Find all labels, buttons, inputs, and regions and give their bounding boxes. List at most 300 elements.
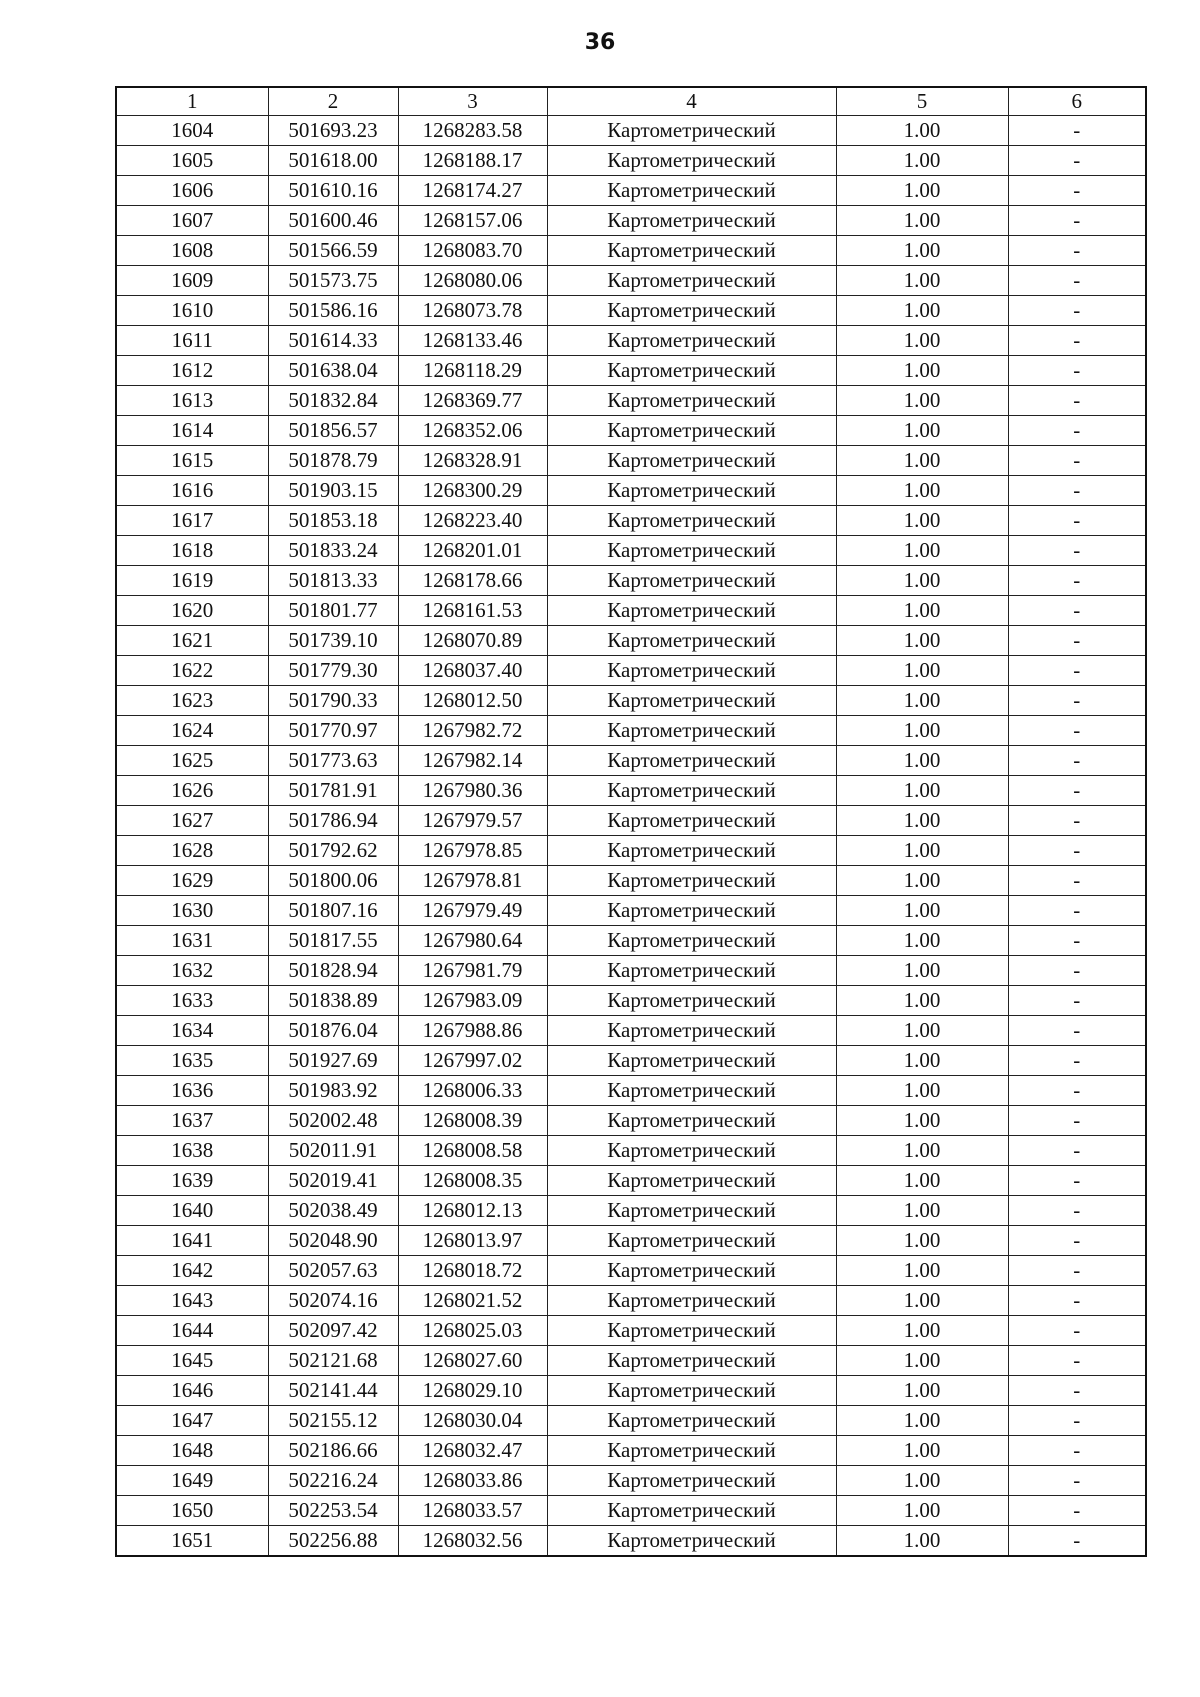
- table-row: [116, 506, 1146, 536]
- x-coordinate-cell: 501878.79: [268, 446, 398, 476]
- point-number-cell: 1632: [116, 956, 268, 986]
- accuracy-cell: 1.00: [836, 1466, 1008, 1496]
- point-number-cell: 1614: [116, 416, 268, 446]
- point-number-cell: 1638: [116, 1136, 268, 1166]
- x-coordinate-cell: 501790.33: [268, 686, 398, 716]
- table-row: [116, 686, 1146, 716]
- method-cell: Картометрический: [547, 1316, 836, 1346]
- table-row: [116, 176, 1146, 206]
- accuracy-cell: 1.00: [836, 656, 1008, 686]
- y-coordinate-cell: 1268033.57: [398, 1496, 547, 1526]
- accuracy-cell: 1.00: [836, 1286, 1008, 1316]
- accuracy-cell: 1.00: [836, 746, 1008, 776]
- x-coordinate-cell: 501638.04: [268, 356, 398, 386]
- y-coordinate-cell: 1268201.01: [398, 536, 547, 566]
- x-coordinate-cell: 502038.49: [268, 1196, 398, 1226]
- x-coordinate-cell: 501770.97: [268, 716, 398, 746]
- method-cell: Картометрический: [547, 896, 836, 926]
- note-cell: -: [1008, 1136, 1146, 1166]
- point-number-cell: 1619: [116, 566, 268, 596]
- method-cell: Картометрический: [547, 626, 836, 656]
- method-cell: Картометрический: [547, 506, 836, 536]
- x-coordinate-cell: 501853.18: [268, 506, 398, 536]
- note-cell: -: [1008, 1346, 1146, 1376]
- x-coordinate-cell: 501807.16: [268, 896, 398, 926]
- accuracy-cell: 1.00: [836, 416, 1008, 446]
- x-coordinate-cell: 501693.23: [268, 116, 398, 146]
- point-number-cell: 1633: [116, 986, 268, 1016]
- y-coordinate-cell: 1268013.97: [398, 1226, 547, 1256]
- table-row: [116, 1466, 1146, 1496]
- note-cell: -: [1008, 686, 1146, 716]
- y-coordinate-cell: 1267982.72: [398, 716, 547, 746]
- table-row: [116, 446, 1146, 476]
- table-body: [116, 116, 1146, 1557]
- y-coordinate-cell: 1268032.47: [398, 1436, 547, 1466]
- note-cell: -: [1008, 1106, 1146, 1136]
- table-row: [116, 1316, 1146, 1346]
- note-cell: -: [1008, 956, 1146, 986]
- method-cell: Картометрический: [547, 236, 836, 266]
- y-coordinate-cell: 1267983.09: [398, 986, 547, 1016]
- table-row: [116, 1406, 1146, 1436]
- point-number-cell: 1604: [116, 116, 268, 146]
- note-cell: -: [1008, 1076, 1146, 1106]
- x-coordinate-cell: 501828.94: [268, 956, 398, 986]
- point-number-cell: 1613: [116, 386, 268, 416]
- x-coordinate-cell: 501801.77: [268, 596, 398, 626]
- point-number-cell: 1612: [116, 356, 268, 386]
- note-cell: -: [1008, 596, 1146, 626]
- point-number-cell: 1637: [116, 1106, 268, 1136]
- table-row: [116, 1136, 1146, 1166]
- x-coordinate-cell: 502097.42: [268, 1316, 398, 1346]
- table-row: [116, 656, 1146, 686]
- table-row: [116, 566, 1146, 596]
- table-row: [116, 836, 1146, 866]
- note-cell: -: [1008, 506, 1146, 536]
- accuracy-cell: 1.00: [836, 266, 1008, 296]
- note-cell: -: [1008, 1226, 1146, 1256]
- table-row: [116, 116, 1146, 146]
- y-coordinate-cell: 1267988.86: [398, 1016, 547, 1046]
- y-coordinate-cell: 1268080.06: [398, 266, 547, 296]
- method-cell: Картометрический: [547, 1196, 836, 1226]
- point-number-cell: 1609: [116, 266, 268, 296]
- point-number-cell: 1644: [116, 1316, 268, 1346]
- y-coordinate-cell: 1267980.36: [398, 776, 547, 806]
- method-cell: Картометрический: [547, 566, 836, 596]
- x-coordinate-cell: 502048.90: [268, 1226, 398, 1256]
- accuracy-cell: 1.00: [836, 1106, 1008, 1136]
- note-cell: -: [1008, 386, 1146, 416]
- method-cell: Картометрический: [547, 326, 836, 356]
- table-row: [116, 716, 1146, 746]
- method-cell: Картометрический: [547, 806, 836, 836]
- table-row: [116, 1256, 1146, 1286]
- table-row: [116, 986, 1146, 1016]
- method-cell: Картометрический: [547, 266, 836, 296]
- table-row: [116, 1286, 1146, 1316]
- accuracy-cell: 1.00: [836, 926, 1008, 956]
- x-coordinate-cell: 501856.57: [268, 416, 398, 446]
- accuracy-cell: 1.00: [836, 1256, 1008, 1286]
- accuracy-cell: 1.00: [836, 1376, 1008, 1406]
- note-cell: -: [1008, 896, 1146, 926]
- note-cell: -: [1008, 1376, 1146, 1406]
- method-cell: Картометрический: [547, 386, 836, 416]
- method-cell: Картометрический: [547, 1106, 836, 1136]
- header-row: [116, 87, 1146, 116]
- column-header: 3: [398, 87, 547, 116]
- note-cell: -: [1008, 1316, 1146, 1346]
- y-coordinate-cell: 1268012.13: [398, 1196, 547, 1226]
- accuracy-cell: 1.00: [836, 446, 1008, 476]
- y-coordinate-cell: 1268118.29: [398, 356, 547, 386]
- accuracy-cell: 1.00: [836, 716, 1008, 746]
- column-header: 4: [547, 87, 836, 116]
- x-coordinate-cell: 501927.69: [268, 1046, 398, 1076]
- table-row: [116, 866, 1146, 896]
- column-header: 5: [836, 87, 1008, 116]
- point-number-cell: 1622: [116, 656, 268, 686]
- x-coordinate-cell: 502141.44: [268, 1376, 398, 1406]
- note-cell: -: [1008, 266, 1146, 296]
- table-row: [116, 1046, 1146, 1076]
- accuracy-cell: 1.00: [836, 956, 1008, 986]
- point-number-cell: 1647: [116, 1406, 268, 1436]
- table-row: [116, 1196, 1146, 1226]
- point-number-cell: 1648: [116, 1436, 268, 1466]
- x-coordinate-cell: 502019.41: [268, 1166, 398, 1196]
- point-number-cell: 1643: [116, 1286, 268, 1316]
- table-row: [116, 416, 1146, 446]
- y-coordinate-cell: 1267979.49: [398, 896, 547, 926]
- note-cell: -: [1008, 1496, 1146, 1526]
- point-number-cell: 1606: [116, 176, 268, 206]
- table-row: [116, 1226, 1146, 1256]
- y-coordinate-cell: 1268070.89: [398, 626, 547, 656]
- y-coordinate-cell: 1268073.78: [398, 296, 547, 326]
- note-cell: -: [1008, 626, 1146, 656]
- method-cell: Картометрический: [547, 476, 836, 506]
- method-cell: Картометрический: [547, 416, 836, 446]
- note-cell: -: [1008, 1286, 1146, 1316]
- point-number-cell: 1616: [116, 476, 268, 506]
- x-coordinate-cell: 502121.68: [268, 1346, 398, 1376]
- accuracy-cell: 1.00: [836, 896, 1008, 926]
- x-coordinate-cell: 501779.30: [268, 656, 398, 686]
- table-row: [116, 1496, 1146, 1526]
- y-coordinate-cell: 1267980.64: [398, 926, 547, 956]
- method-cell: Картометрический: [547, 746, 836, 776]
- x-coordinate-cell: 501876.04: [268, 1016, 398, 1046]
- method-cell: Картометрический: [547, 296, 836, 326]
- point-number-cell: 1610: [116, 296, 268, 326]
- x-coordinate-cell: 501773.63: [268, 746, 398, 776]
- accuracy-cell: 1.00: [836, 236, 1008, 266]
- table-row: [116, 926, 1146, 956]
- column-header: 1: [116, 87, 268, 116]
- x-coordinate-cell: 502011.91: [268, 1136, 398, 1166]
- note-cell: -: [1008, 1526, 1146, 1557]
- accuracy-cell: 1.00: [836, 116, 1008, 146]
- x-coordinate-cell: 501903.15: [268, 476, 398, 506]
- method-cell: Картометрический: [547, 1496, 836, 1526]
- note-cell: -: [1008, 146, 1146, 176]
- point-number-cell: 1631: [116, 926, 268, 956]
- table-row: [116, 1106, 1146, 1136]
- x-coordinate-cell: 501614.33: [268, 326, 398, 356]
- method-cell: Картометрический: [547, 1166, 836, 1196]
- y-coordinate-cell: 1268030.04: [398, 1406, 547, 1436]
- point-number-cell: 1635: [116, 1046, 268, 1076]
- method-cell: Картометрический: [547, 956, 836, 986]
- method-cell: Картометрический: [547, 176, 836, 206]
- x-coordinate-cell: 501566.59: [268, 236, 398, 266]
- note-cell: -: [1008, 1436, 1146, 1466]
- point-number-cell: 1617: [116, 506, 268, 536]
- y-coordinate-cell: 1268178.66: [398, 566, 547, 596]
- point-number-cell: 1611: [116, 326, 268, 356]
- table-row: [116, 626, 1146, 656]
- accuracy-cell: 1.00: [836, 686, 1008, 716]
- accuracy-cell: 1.00: [836, 806, 1008, 836]
- point-number-cell: 1641: [116, 1226, 268, 1256]
- x-coordinate-cell: 501838.89: [268, 986, 398, 1016]
- accuracy-cell: 1.00: [836, 596, 1008, 626]
- note-cell: -: [1008, 416, 1146, 446]
- accuracy-cell: 1.00: [836, 206, 1008, 236]
- accuracy-cell: 1.00: [836, 1346, 1008, 1376]
- column-header: 6: [1008, 87, 1146, 116]
- method-cell: Картометрический: [547, 836, 836, 866]
- y-coordinate-cell: 1268188.17: [398, 146, 547, 176]
- y-coordinate-cell: 1267982.14: [398, 746, 547, 776]
- point-number-cell: 1636: [116, 1076, 268, 1106]
- y-coordinate-cell: 1268283.58: [398, 116, 547, 146]
- note-cell: -: [1008, 716, 1146, 746]
- accuracy-cell: 1.00: [836, 386, 1008, 416]
- method-cell: Картометрический: [547, 656, 836, 686]
- method-cell: Картометрический: [547, 1376, 836, 1406]
- accuracy-cell: 1.00: [836, 566, 1008, 596]
- y-coordinate-cell: 1268018.72: [398, 1256, 547, 1286]
- note-cell: -: [1008, 176, 1146, 206]
- y-coordinate-cell: 1268369.77: [398, 386, 547, 416]
- table-row: [116, 1076, 1146, 1106]
- accuracy-cell: 1.00: [836, 1406, 1008, 1436]
- page-number: 36: [584, 30, 616, 55]
- table-row: [116, 326, 1146, 356]
- point-number-cell: 1628: [116, 836, 268, 866]
- x-coordinate-cell: 501800.06: [268, 866, 398, 896]
- note-cell: -: [1008, 206, 1146, 236]
- table-row: [116, 1436, 1146, 1466]
- note-cell: -: [1008, 536, 1146, 566]
- y-coordinate-cell: 1267997.02: [398, 1046, 547, 1076]
- method-cell: Картометрический: [547, 1436, 836, 1466]
- method-cell: Картометрический: [547, 1286, 836, 1316]
- column-header: 2: [268, 87, 398, 116]
- table-row: [116, 776, 1146, 806]
- note-cell: -: [1008, 1406, 1146, 1436]
- y-coordinate-cell: 1268025.03: [398, 1316, 547, 1346]
- y-coordinate-cell: 1267979.57: [398, 806, 547, 836]
- note-cell: -: [1008, 446, 1146, 476]
- point-number-cell: 1639: [116, 1166, 268, 1196]
- y-coordinate-cell: 1268008.35: [398, 1166, 547, 1196]
- point-number-cell: 1626: [116, 776, 268, 806]
- note-cell: -: [1008, 1166, 1146, 1196]
- point-number-cell: 1625: [116, 746, 268, 776]
- table-row: [116, 146, 1146, 176]
- accuracy-cell: 1.00: [836, 1196, 1008, 1226]
- method-cell: Картометрический: [547, 1046, 836, 1076]
- method-cell: Картометрический: [547, 986, 836, 1016]
- accuracy-cell: 1.00: [836, 1526, 1008, 1557]
- accuracy-cell: 1.00: [836, 776, 1008, 806]
- x-coordinate-cell: 501786.94: [268, 806, 398, 836]
- table-row: [116, 206, 1146, 236]
- coordinates-table: [115, 86, 1147, 1557]
- table-row: [116, 1346, 1146, 1376]
- accuracy-cell: 1.00: [836, 1226, 1008, 1256]
- accuracy-cell: 1.00: [836, 866, 1008, 896]
- y-coordinate-cell: 1268012.50: [398, 686, 547, 716]
- table-row: [116, 1526, 1146, 1557]
- x-coordinate-cell: 502253.54: [268, 1496, 398, 1526]
- x-coordinate-cell: 501600.46: [268, 206, 398, 236]
- x-coordinate-cell: 501739.10: [268, 626, 398, 656]
- accuracy-cell: 1.00: [836, 836, 1008, 866]
- table-row: [116, 806, 1146, 836]
- point-number-cell: 1645: [116, 1346, 268, 1376]
- method-cell: Картометрический: [547, 926, 836, 956]
- point-number-cell: 1605: [116, 146, 268, 176]
- point-number-cell: 1629: [116, 866, 268, 896]
- table-row: [116, 1016, 1146, 1046]
- note-cell: -: [1008, 926, 1146, 956]
- x-coordinate-cell: 501817.55: [268, 926, 398, 956]
- y-coordinate-cell: 1268037.40: [398, 656, 547, 686]
- method-cell: Картометрический: [547, 776, 836, 806]
- method-cell: Картометрический: [547, 146, 836, 176]
- y-coordinate-cell: 1268083.70: [398, 236, 547, 266]
- x-coordinate-cell: 502216.24: [268, 1466, 398, 1496]
- note-cell: -: [1008, 1046, 1146, 1076]
- y-coordinate-cell: 1268033.86: [398, 1466, 547, 1496]
- x-coordinate-cell: 501586.16: [268, 296, 398, 326]
- table-row: [116, 386, 1146, 416]
- table-row: [116, 236, 1146, 266]
- method-cell: Картометрический: [547, 356, 836, 386]
- method-cell: Картометрический: [547, 1136, 836, 1166]
- x-coordinate-cell: 502057.63: [268, 1256, 398, 1286]
- point-number-cell: 1634: [116, 1016, 268, 1046]
- table-header: [116, 87, 1146, 116]
- method-cell: Картометрический: [547, 1526, 836, 1557]
- point-number-cell: 1646: [116, 1376, 268, 1406]
- note-cell: -: [1008, 116, 1146, 146]
- x-coordinate-cell: 502155.12: [268, 1406, 398, 1436]
- y-coordinate-cell: 1268032.56: [398, 1526, 547, 1557]
- y-coordinate-cell: 1268352.06: [398, 416, 547, 446]
- table-row: [116, 1166, 1146, 1196]
- accuracy-cell: 1.00: [836, 1166, 1008, 1196]
- point-number-cell: 1624: [116, 716, 268, 746]
- x-coordinate-cell: 501610.16: [268, 176, 398, 206]
- accuracy-cell: 1.00: [836, 986, 1008, 1016]
- point-number-cell: 1630: [116, 896, 268, 926]
- table-row: [116, 296, 1146, 326]
- x-coordinate-cell: 502002.48: [268, 1106, 398, 1136]
- method-cell: Картометрический: [547, 206, 836, 236]
- table-row: [116, 266, 1146, 296]
- method-cell: Картометрический: [547, 536, 836, 566]
- method-cell: Картометрический: [547, 866, 836, 896]
- method-cell: Картометрический: [547, 596, 836, 626]
- x-coordinate-cell: 502186.66: [268, 1436, 398, 1466]
- point-number-cell: 1640: [116, 1196, 268, 1226]
- point-number-cell: 1651: [116, 1526, 268, 1557]
- accuracy-cell: 1.00: [836, 1436, 1008, 1466]
- method-cell: Картометрический: [547, 1226, 836, 1256]
- y-coordinate-cell: 1267978.81: [398, 866, 547, 896]
- accuracy-cell: 1.00: [836, 506, 1008, 536]
- method-cell: Картометрический: [547, 1076, 836, 1106]
- note-cell: -: [1008, 746, 1146, 776]
- table-row: [116, 956, 1146, 986]
- accuracy-cell: 1.00: [836, 1046, 1008, 1076]
- x-coordinate-cell: 502074.16: [268, 1286, 398, 1316]
- point-number-cell: 1649: [116, 1466, 268, 1496]
- table-row: [116, 896, 1146, 926]
- x-coordinate-cell: 501792.62: [268, 836, 398, 866]
- y-coordinate-cell: 1268027.60: [398, 1346, 547, 1376]
- accuracy-cell: 1.00: [836, 1076, 1008, 1106]
- note-cell: -: [1008, 836, 1146, 866]
- point-number-cell: 1650: [116, 1496, 268, 1526]
- note-cell: -: [1008, 1466, 1146, 1496]
- x-coordinate-cell: 501781.91: [268, 776, 398, 806]
- note-cell: -: [1008, 866, 1146, 896]
- y-coordinate-cell: 1268300.29: [398, 476, 547, 506]
- accuracy-cell: 1.00: [836, 536, 1008, 566]
- y-coordinate-cell: 1267978.85: [398, 836, 547, 866]
- x-coordinate-cell: 501833.24: [268, 536, 398, 566]
- method-cell: Картометрический: [547, 1346, 836, 1376]
- x-coordinate-cell: 501813.33: [268, 566, 398, 596]
- point-number-cell: 1621: [116, 626, 268, 656]
- y-coordinate-cell: 1268021.52: [398, 1286, 547, 1316]
- x-coordinate-cell: 501832.84: [268, 386, 398, 416]
- y-coordinate-cell: 1268328.91: [398, 446, 547, 476]
- x-coordinate-cell: 502256.88: [268, 1526, 398, 1557]
- y-coordinate-cell: 1268223.40: [398, 506, 547, 536]
- accuracy-cell: 1.00: [836, 1316, 1008, 1346]
- y-coordinate-cell: 1268161.53: [398, 596, 547, 626]
- method-cell: Картометрический: [547, 116, 836, 146]
- y-coordinate-cell: 1267981.79: [398, 956, 547, 986]
- accuracy-cell: 1.00: [836, 1136, 1008, 1166]
- accuracy-cell: 1.00: [836, 356, 1008, 386]
- note-cell: -: [1008, 566, 1146, 596]
- note-cell: -: [1008, 296, 1146, 326]
- point-number-cell: 1620: [116, 596, 268, 626]
- accuracy-cell: 1.00: [836, 476, 1008, 506]
- table-row: [116, 536, 1146, 566]
